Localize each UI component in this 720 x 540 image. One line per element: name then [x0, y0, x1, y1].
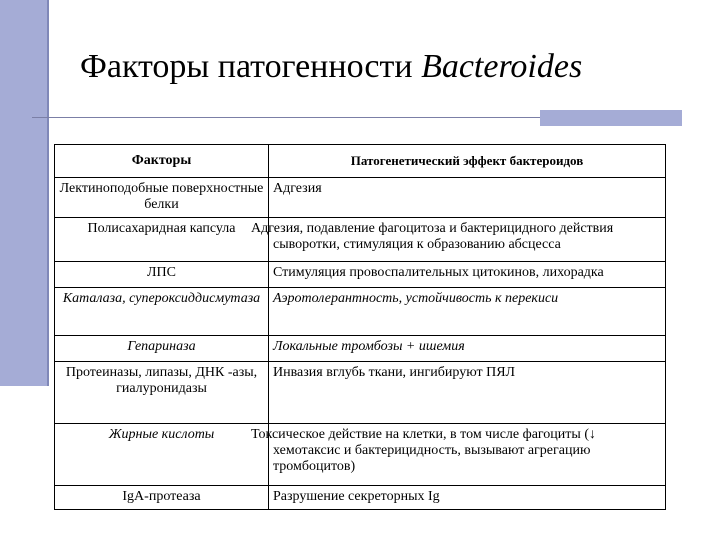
factor-cell: IgA-протеаза: [55, 486, 269, 510]
table-row: [55, 336, 666, 362]
table-row: [55, 288, 666, 336]
slide-title-main: Факторы патогенности: [80, 48, 422, 85]
title-underline-accent: [540, 110, 682, 126]
left-accent-bar-shadow: [47, 0, 49, 386]
factor-cell: Лектиноподобные поверхностные белки: [55, 178, 269, 218]
table-row: [55, 362, 666, 424]
pathogenicity-factors-table: [54, 144, 666, 510]
table-row: [55, 218, 666, 262]
header-factors: Факторы: [55, 145, 269, 178]
effect-cell: Разрушение секреторных Ig: [269, 486, 666, 510]
factor-cell: Гепариназа: [55, 336, 269, 362]
factor-cell: Жирные кислоты: [55, 424, 269, 486]
table-header-row: [55, 145, 666, 178]
table-row: [55, 424, 666, 486]
factor-cell: ЛПС: [55, 262, 269, 288]
effect-cell: Аэротолерантность, устойчивость к перекиси: [269, 288, 666, 336]
table-row: [55, 486, 666, 510]
header-effect: Патогенетический эффект бактероидов: [269, 145, 666, 178]
effect-cell: Адгезия, подавление фагоцитоза и бактерицидного действия сыворотки, стимуляция к образованию абсцесса: [269, 218, 666, 262]
left-accent-bar: [0, 0, 47, 386]
effect-cell: Инвазия вглубь ткани, ингибируют ПЯЛ: [269, 362, 666, 424]
effect-cell: Адгезия: [269, 178, 666, 218]
slide-title: [80, 48, 582, 86]
factor-cell: Каталаза, супероксиддисмутаза: [55, 288, 269, 336]
slide-title-italic: Bacteroides: [421, 48, 583, 85]
effect-cell: Локальные тромбозы + ишемия: [269, 336, 666, 362]
effect-cell: Стимуляция провоспалительных цитокинов, лихорадка: [269, 262, 666, 288]
table-row: [55, 178, 666, 218]
effect-cell: Токсическое действие на клетки, в том числе фагоциты (↓ хемотаксис и бактерицидность, вызывают агрегацию тромбоцитов): [269, 424, 666, 486]
factor-cell: Полисахаридная капсула: [55, 218, 269, 262]
table-row: [55, 262, 666, 288]
factor-cell: Протеиназы, липазы, ДНК -азы, гиалуронидазы: [55, 362, 269, 424]
